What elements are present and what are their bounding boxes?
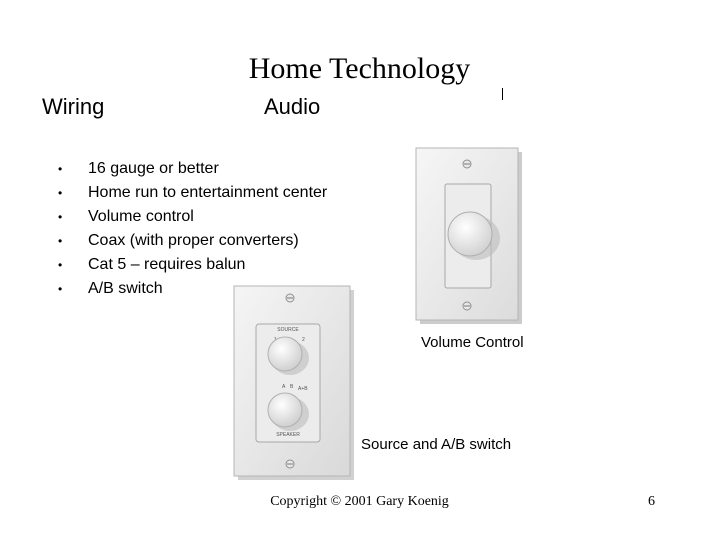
bullet-dot: • (58, 234, 63, 248)
bullet-dot: • (58, 258, 63, 272)
copyright-footer: Copyright © 2001 Gary Koenig (270, 494, 449, 509)
bullet-item (58, 230, 327, 254)
speaker-mark-ab: A+B (298, 386, 308, 392)
bullet-text: A/B switch (88, 280, 163, 297)
bullet-text: 16 gauge or better (88, 160, 219, 177)
bullet-dot: • (58, 186, 63, 200)
heading-audio: Audio (264, 94, 321, 119)
source-plate-label: SOURCE (277, 327, 299, 333)
stray-mark (502, 88, 503, 100)
bullet-text: Home run to entertainment center (88, 184, 328, 201)
bullet-item (58, 206, 327, 230)
speaker-plate-label: SPEAKER (276, 432, 300, 438)
speaker-mark-a: A (282, 384, 286, 390)
slide-title: Home Technology (248, 52, 471, 85)
bullet-item (58, 158, 327, 182)
speaker-mark-b: B (290, 384, 294, 390)
heading-wiring: Wiring (42, 94, 105, 119)
bullet-text: Cat 5 – requires balun (88, 256, 246, 273)
volume-control-image (416, 146, 524, 326)
bullet-text: Coax (with proper converters) (88, 232, 299, 249)
bullet-item (58, 254, 327, 278)
volume-control-caption: Volume Control (421, 334, 524, 351)
source-switch-caption: Source and A/B switch (361, 436, 512, 453)
bullet-dot: • (58, 282, 63, 296)
bullet-dot: • (58, 162, 63, 176)
source-mark-2: 2 (302, 337, 305, 343)
bullet-item (58, 182, 327, 206)
wiring-bullet-list (58, 158, 327, 302)
source-switch-image (232, 284, 356, 480)
bullet-dot: • (58, 210, 63, 224)
bullet-text: Volume control (88, 208, 194, 225)
page-number: 6 (648, 494, 655, 509)
